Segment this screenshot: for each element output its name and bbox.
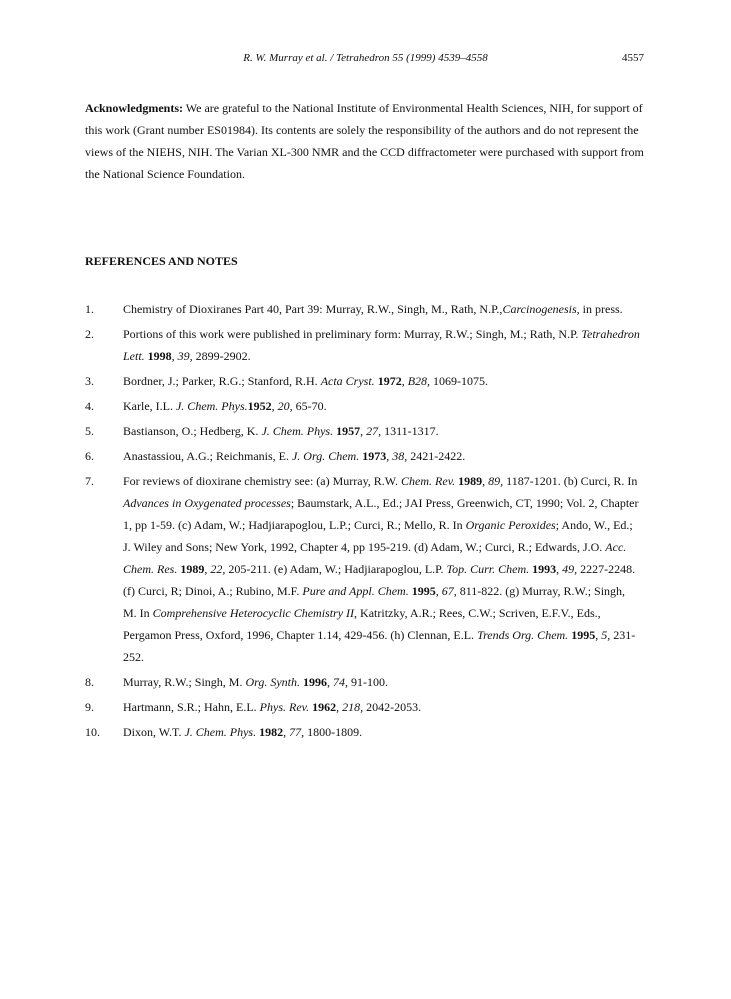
reference-text-run: , bbox=[401, 374, 408, 388]
reference-year: 1973 bbox=[362, 449, 387, 463]
reference-text-run: Bordner, J.; Parker, R.G.; Stanford, R.H. bbox=[123, 374, 321, 388]
reference-italic-text: Advances in Oxygenated processes bbox=[123, 496, 291, 510]
reference-italic-text: Acta Cryst. bbox=[320, 374, 375, 388]
acknowledgments-text: We are grateful to the National Institute of Environmental Health Sciences, NIH, for support of this work (Grant number ES01984). Its contents are solely the responsibility of the authors and do not represent the views of the NIEHS, NIH. The Varian XL-300 NMR and the CCD diffractometer were purchased with support from the National Science Foundation. bbox=[85, 101, 644, 181]
reference-italic-text: 38, bbox=[392, 449, 408, 463]
reference-text-run: in press. bbox=[579, 302, 623, 316]
reference-italic-text: Organic Peroxides bbox=[465, 518, 556, 532]
reference-italic-text: B28, bbox=[407, 374, 431, 388]
reference-number: 5. bbox=[85, 424, 94, 438]
reference-year: 1995 bbox=[411, 584, 436, 598]
reference-text-run: 2421-2422. bbox=[407, 449, 466, 463]
reference-text-run: 2042-2053. bbox=[363, 700, 422, 714]
reference-number: 6. bbox=[85, 449, 94, 463]
reference-number: 8. bbox=[85, 675, 94, 689]
reference-year: 1989 bbox=[180, 562, 205, 576]
reference-text bbox=[123, 445, 640, 467]
reference-number: 7. bbox=[85, 474, 94, 488]
reference-italic-text: 20, bbox=[277, 399, 293, 413]
reference-italic-text: Pure and Appl. Chem. bbox=[302, 584, 409, 598]
reference-text bbox=[123, 323, 640, 367]
reference-text-run: , bbox=[386, 449, 393, 463]
reference-text bbox=[123, 721, 640, 743]
reference-text-run: 811-822. (g) Murray, R.W.; Singh, M. In bbox=[123, 584, 626, 620]
reference-italic-text: Top. Curr. Chem. bbox=[446, 562, 530, 576]
reference-text-run: Chemistry of Dioxiranes Part 40, Part 39: Murray, R.W., Singh, M., Rath, N.P., bbox=[123, 302, 503, 316]
reference-italic-text: Trends Org. Chem. bbox=[477, 628, 569, 642]
reference-item bbox=[85, 470, 640, 668]
acknowledgments-paragraph bbox=[85, 97, 645, 185]
reference-italic-text: 74, bbox=[333, 675, 349, 689]
reference-year: 1996 bbox=[303, 675, 328, 689]
reference-text-run: 1187-1201. (b) Curci, R. In bbox=[503, 474, 638, 488]
reference-text-run: For reviews of dioxirane chemistry see: (a) Murray, R.W. bbox=[123, 474, 402, 488]
reference-italic-text: Comprehensive Heterocyclic Chemistry II bbox=[152, 606, 355, 620]
reference-text-run: , bbox=[360, 424, 367, 438]
reference-italic-text: Carcinogenesis, bbox=[502, 302, 580, 316]
reference-item bbox=[85, 298, 640, 320]
reference-italic-text: Phys. Rev. bbox=[259, 700, 310, 714]
reference-italic-text: 49, bbox=[562, 562, 578, 576]
reference-item bbox=[85, 721, 640, 743]
reference-year: 1957 bbox=[336, 424, 361, 438]
reference-italic-text: 67, bbox=[441, 584, 457, 598]
reference-italic-text: J. Chem. Phys. bbox=[261, 424, 334, 438]
reference-text bbox=[123, 420, 640, 442]
reference-italic-text: 5, bbox=[601, 628, 611, 642]
reference-text-run: 231-252. bbox=[123, 628, 636, 664]
reference-text-run: , bbox=[271, 399, 278, 413]
reference-year: 1993 bbox=[532, 562, 557, 576]
reference-text bbox=[123, 298, 640, 320]
reference-year: 1962 bbox=[312, 700, 337, 714]
reference-text-run: 1311-1317. bbox=[381, 424, 439, 438]
reference-text-run: Anastassiou, A.G.; Reichmanis, E. bbox=[123, 449, 292, 463]
reference-text bbox=[123, 395, 640, 417]
reference-text-run: 65-70. bbox=[292, 399, 327, 413]
reference-item bbox=[85, 696, 640, 718]
reference-italic-text: Acc. Chem. Res. bbox=[123, 540, 627, 576]
reference-text-run: Dixon, W.T. bbox=[123, 725, 185, 739]
references-heading: REFERENCES AND NOTES bbox=[85, 254, 238, 268]
reference-text-run: ; Baumstark, A.L., Ed.; JAI Press, Greenwich, CT, 1990; Vol. 2, Chapter 1, pp 1-59. (c) Adam, W.; Hadjiarapoglou, L.P.; Curci, R.; Mello, R. In bbox=[123, 496, 639, 532]
reference-text-run: , bbox=[327, 675, 334, 689]
reference-italic-text: J. Org. Chem. bbox=[291, 449, 360, 463]
reference-text-run: 2227-2248. (f) Curci, R; Dinoi, A.; Rubino, M.F. bbox=[123, 562, 636, 598]
reference-item bbox=[85, 370, 640, 392]
reference-text-run: Portions of this work were published in preliminary form: Murray, R.W.; Singh, M.; Rath, N.P. bbox=[123, 327, 582, 341]
reference-italic-text: Tetrahedron Lett. bbox=[123, 327, 640, 363]
reference-text-run: , bbox=[283, 725, 290, 739]
acknowledgments-label: Acknowledgments: bbox=[85, 101, 183, 115]
reference-text-run: 2899-2902. bbox=[192, 349, 251, 363]
references-list bbox=[85, 298, 640, 746]
reference-italic-text: J. Chem. Phys. bbox=[175, 399, 248, 413]
reference-text-run: 91-100. bbox=[348, 675, 389, 689]
reference-text-run: Karle, I.L. bbox=[123, 399, 176, 413]
reference-year: 1972 bbox=[377, 374, 402, 388]
reference-year: 1995 bbox=[571, 628, 596, 642]
reference-number: 9. bbox=[85, 700, 94, 714]
reference-text bbox=[123, 470, 640, 668]
running-header bbox=[0, 52, 731, 68]
reference-number: 10. bbox=[85, 725, 100, 739]
reference-text-run: Murray, R.W.; Singh, M. bbox=[123, 675, 246, 689]
reference-text-run: , bbox=[595, 628, 602, 642]
reference-text-run: 1800-1809. bbox=[304, 725, 363, 739]
reference-italic-text: 27, bbox=[366, 424, 382, 438]
reference-number: 4. bbox=[85, 399, 94, 413]
reference-text-run: , bbox=[336, 700, 343, 714]
reference-text-run: , bbox=[435, 584, 442, 598]
reference-italic-text: Chem. Rev. bbox=[401, 474, 456, 488]
reference-year: 1989 bbox=[458, 474, 483, 488]
page-number: 4557 bbox=[622, 52, 644, 64]
reference-italic-text: 39, bbox=[177, 349, 193, 363]
reference-text bbox=[123, 696, 640, 718]
reference-text-run: 205-211. (e) Adam, W.; Hadjiarapoglou, L.P. bbox=[225, 562, 447, 576]
reference-text-run: , bbox=[171, 349, 178, 363]
reference-item bbox=[85, 323, 640, 367]
reference-number: 2. bbox=[85, 327, 94, 341]
reference-text-run: 1069-1075. bbox=[430, 374, 489, 388]
reference-year: 1982 bbox=[259, 725, 284, 739]
reference-text bbox=[123, 671, 640, 693]
reference-number: 3. bbox=[85, 374, 94, 388]
reference-item bbox=[85, 445, 640, 467]
reference-item bbox=[85, 395, 640, 417]
reference-text-run: , Katritzky, A.R.; Rees, C.W.; Scriven, E.F.V., Eds., Pergamon Press, Oxford, 1996, Chapter 1.14, 429-456. (h) Clennan, E.L. bbox=[123, 606, 601, 642]
reference-text bbox=[123, 370, 640, 392]
reference-year: 1952 bbox=[247, 399, 272, 413]
reference-italic-text: 22, bbox=[210, 562, 226, 576]
reference-item bbox=[85, 420, 640, 442]
reference-text-run: , bbox=[482, 474, 489, 488]
reference-italic-text: Org. Synth. bbox=[245, 675, 301, 689]
reference-italic-text: 77, bbox=[289, 725, 305, 739]
reference-year: 1998 bbox=[147, 349, 172, 363]
reference-text-run: Bastianson, O.; Hedberg, K. bbox=[123, 424, 262, 438]
reference-text-run: Hartmann, S.R.; Hahn, E.L. bbox=[123, 700, 260, 714]
reference-italic-text: 218, bbox=[342, 700, 364, 714]
reference-text-run: , bbox=[556, 562, 563, 576]
reference-text-run: ; Ando, W., Ed.; J. Wiley and Sons; New York, 1992, Chapter 4, pp 195-219. (d) Adam, W.; Curci, R.; Edwards, J.O. bbox=[123, 518, 633, 554]
reference-italic-text: 89, bbox=[488, 474, 504, 488]
reference-italic-text: J. Chem. Phys. bbox=[184, 725, 257, 739]
reference-item bbox=[85, 671, 640, 693]
reference-number: 1. bbox=[85, 302, 94, 316]
reference-text-run: , bbox=[204, 562, 211, 576]
running-title: R. W. Murray et al. / Tetrahedron 55 (1999) 4539–4558 bbox=[243, 52, 488, 64]
acknowledgments-section bbox=[85, 97, 645, 185]
